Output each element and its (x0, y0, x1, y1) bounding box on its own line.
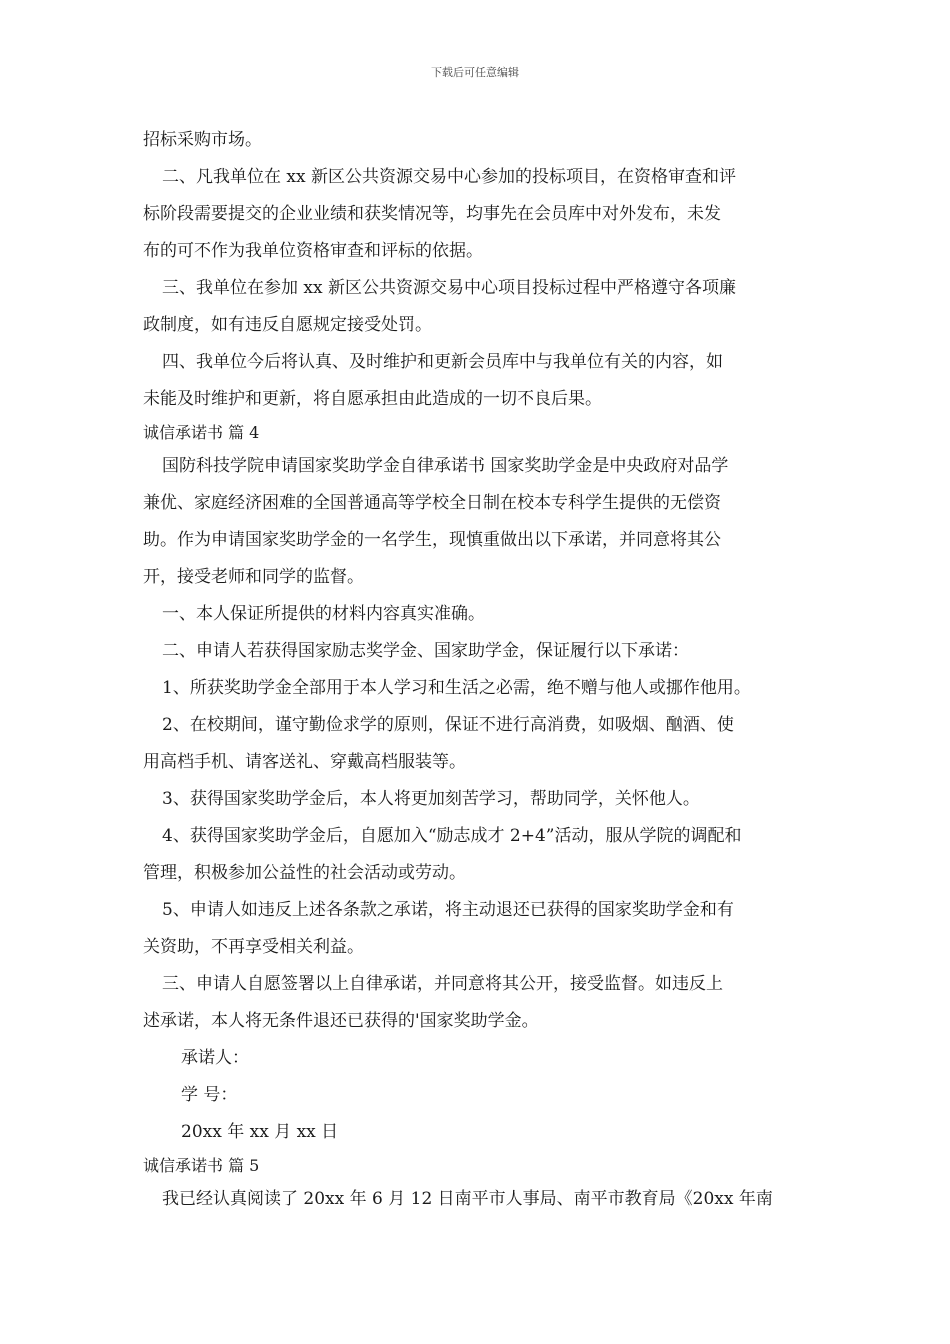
text-line: 1、所获奖助学金全部用于本人学习和生活之必需，绝不赠与他人或挪作他用。 (162, 678, 751, 698)
text-line: 管理，积极参加公益性的社会活动或劳动。 (143, 863, 466, 883)
text-line: 关资助，不再享受相关利益。 (143, 937, 364, 957)
text-line: 三、我单位在参加 xx 新区公共资源交易中心项目投标过程中严格遵守各项廉 (162, 278, 736, 298)
text-line: 助。作为申请国家奖助学金的一名学生，现慎重做出以下承诺，并同意将其公 (143, 530, 721, 550)
text-line: 国防科技学院申请国家奖助学金自律承诺书 国家奖助学金是中央政府对品学 (162, 456, 729, 476)
section-heading: 诚信承诺书 篇 4 (143, 423, 260, 442)
text-line: 承诺人： (181, 1048, 249, 1068)
text-line: 兼优、家庭经济困难的全国普通高等学校全日制在校本专科学生提供的无偿资 (143, 493, 721, 513)
text-line: 我已经认真阅读了 20xx 年 6 月 12 日南平市人事局、南平市教育局《20xx 年南 (162, 1189, 773, 1209)
text-line: 四、我单位今后将认真、及时维护和更新会员库中与我单位有关的内容，如 (162, 352, 723, 372)
text-line: 2、在校期间，谨守勤俭求学的原则，保证不进行高消费，如吸烟、酗酒、使 (162, 715, 734, 735)
text-line: 20xx 年 xx 月 xx 日 (181, 1122, 339, 1142)
text-line: 政制度，如有违反自愿规定接受处罚。 (143, 315, 432, 335)
text-line: 4、获得国家奖助学金后，自愿加入“励志成才 2+4”活动，服从学院的调配和 (162, 826, 742, 846)
text-line: 3、获得国家奖助学金后，本人将更加刻苦学习，帮助同学，关怀他人。 (162, 789, 700, 809)
section-heading: 诚信承诺书 篇 5 (143, 1156, 260, 1175)
text-line: 5、申请人如违反上述各条款之承诺，将主动退还已获得的国家奖助学金和有 (162, 900, 734, 920)
text-line: 招标采购市场。 (143, 130, 262, 150)
text-line: 布的可不作为我单位资格审查和评标的依据。 (143, 241, 483, 261)
text-line: 述承诺，本人将无条件退还已获得的'国家奖助学金。 (143, 1011, 539, 1031)
text-line: 标阶段需要提交的企业业绩和获奖情况等，均事先在会员库中对外发布，未发 (143, 204, 721, 224)
text-line: 学 号： (181, 1085, 238, 1105)
page-header: 下载后可任意编辑 (431, 66, 519, 79)
text-line: 二、凡我单位在 xx 新区公共资源交易中心参加的投标项目，在资格审查和评 (162, 167, 736, 187)
text-line: 未能及时维护和更新，将自愿承担由此造成的一切不良后果。 (143, 389, 602, 409)
text-line: 用高档手机、请客送礼、穿戴高档服装等。 (143, 752, 466, 772)
text-line: 一、本人保证所提供的材料内容真实准确。 (162, 604, 485, 624)
text-line: 开，接受老师和同学的监督。 (143, 567, 364, 587)
text-line: 二、申请人若获得国家励志奖学金、国家助学金，保证履行以下承诺： (162, 641, 689, 661)
document-body (143, 122, 813, 1218)
text-line: 三、申请人自愿签署以上自律承诺，并同意将其公开，接受监督。如违反上 (162, 974, 723, 994)
